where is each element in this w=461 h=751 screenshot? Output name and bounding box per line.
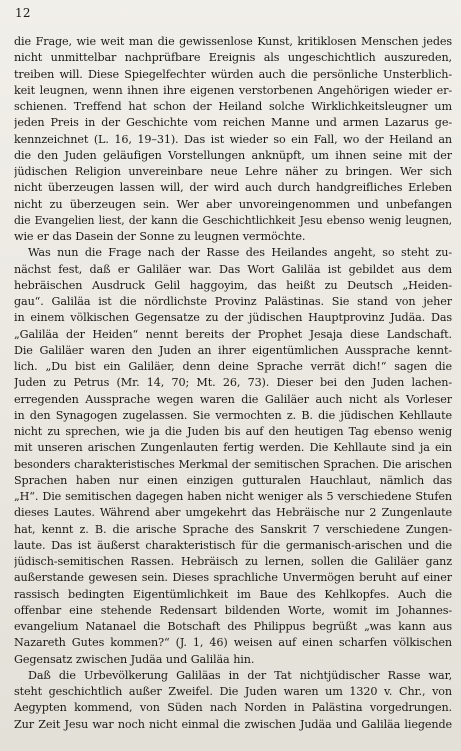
text-line: hat, kennt z. B. die arische Sprache des Sanskrit 7 verschiedene Zungen-: [14, 522, 452, 536]
text-line: jeden Preis in der Geschichte vom reichen Manne und armen Lazarus ge-: [14, 116, 452, 130]
text-line: nächst fest, daß er Galiläer war. Das Wort Galiläa ist gebildet aus dem: [14, 262, 452, 276]
text-line: außerstande gewesen sein. Dieses sprachliche Unvermögen beruht auf einer: [14, 571, 452, 585]
text-line: laute. Das ist äußerst charakteristisch für die germanisch-arischen und die: [14, 538, 452, 552]
text-line: wie er das Dasein der Sonne zu leugnen vermöchte.: [14, 230, 306, 243]
text-line: erregenden Aussprache wegen waren die Galiläer auch nicht als Vorleser: [14, 392, 452, 406]
text-line: Zur Zeit Jesu war noch nicht einmal die zwischen Judäa und Galiläa liegende: [14, 717, 452, 731]
text-line: Sprachen haben nur einen einzigen gutturalen Hauchlaut, nämlich das: [14, 473, 452, 487]
text-line: nicht zu sprechen, wie ja die Juden bis auf den heutigen Tag ebenso wenig: [14, 425, 452, 438]
text-line: Gegensatz zwischen Judäa und Galiläa hin.: [14, 652, 255, 666]
text-line: jüdisch-semitischen Rassen. Hebräisch zu lernen, sollen die Galiläer ganz: [14, 555, 452, 568]
text-line: Daß die Urbevölkerung Galiläas in der Tat nichtjüdischer Rasse war,: [28, 668, 452, 682]
text-line: lich. „Du bist ein Galiläer, denn deine Sprache verrät dich!“ sagen die: [14, 360, 452, 373]
text-line: nicht zu überzeugen sein. Wer aber unvoreingenommen und unbefangen: [14, 197, 452, 211]
text-line: jüdischen Religion unvereinbare neue Lehre näher zu bringen. Wer sich: [14, 165, 452, 178]
text-line: nicht unmittelbar nachprüfbare Ereignis als ungeschichtlich auszureden,: [14, 51, 452, 65]
text-line: Juden zu Petrus (Mr. 14, 70; Mt. 26, 73). Dieser bei den Juden lachen-: [14, 376, 452, 390]
text-line: besonders charakteristisches Merkmal der semitischen Sprachen. Die arischen: [14, 457, 452, 471]
text-line: hebräischen Ausdruck Gelil haggoyim, das heißt zu Deutsch „Heiden-: [14, 278, 452, 292]
text-line: Aegypten kommend, von Süden nach Norden in Palästina vorgedrungen.: [14, 701, 452, 715]
page-number: 12: [15, 6, 31, 20]
text-line: in den Synagogen zugelassen. Sie vermochten z. B. die jüdischen Kehllaute: [14, 408, 452, 422]
text-line: die den Juden geläufigen Vorstellungen anknüpft, um ihnen seine mit der: [14, 148, 452, 162]
text-line: die Frage, wie weit man die gewissenlose Kunst, kritiklosen Menschen jedes: [14, 35, 452, 48]
text-line: Nazareth Gutes kommen?“ (J. 1, 46) weisen auf einen scharfen völkischen: [14, 636, 452, 650]
text-line: schienen. Treffend hat schon der Heiland solche Wirklichkeitsleugner um: [14, 100, 452, 113]
text-line: keit leugnen, wenn ihnen ihre eigenen verstorbenen Angehörigen wieder er-: [14, 83, 452, 97]
text-line: treiben will. Diese Spiegelfechter würden auch die persönliche Unsterblich-: [14, 67, 452, 81]
text-line: in einem völkischen Gegensatze zu der jüdischen Hauptprovinz Judäa. Das: [14, 311, 452, 325]
text-line: gau“. Galiläa ist die nördlichste Provinz Palästinas. Sie stand von jeher: [14, 295, 452, 308]
text-line: evangelium Natanael die Botschaft des Philippus begrüßt „was kann aus: [14, 620, 452, 633]
text-line: mit unseren arischen Zungenlauten fertig werden. Die Kehllaute sind ja ein: [14, 441, 452, 455]
text-line: nicht überzeugen lassen will, der wird auch durch handgreifliches Erleben: [14, 181, 452, 195]
text-line: „H“. Die semitischen dagegen haben nicht weniger als 5 verschiedene Stufen: [14, 490, 452, 503]
text-line: offenbar eine stehende Redensart bildenden Worte, womit im Johannes-: [14, 603, 452, 617]
text-line: steht geschichtlich außer Zweifel. Die Juden waren um 1320 v. Chr., von: [14, 685, 452, 698]
text-line: die Evangelien liest, der kann die Geschichtlichkeit Jesu ebenso wenig leugnen,: [14, 213, 452, 227]
body-text: [14, 34, 452, 733]
text-line: Die Galiläer waren den Juden an ihrer eigentümlichen Aussprache kennt-: [14, 343, 452, 357]
text-line: rassisch bedingten Eigentümlichkeit im Baue des Kehlkopfes. Auch die: [14, 587, 452, 601]
text-line: kennzeichnet (L. 16, 19–31). Das ist wieder so ein Fall, wo der Heiland an: [14, 132, 452, 146]
text-line: dieses Lautes. Während aber umgekehrt das Hebräische nur 2 Zungenlaute: [14, 506, 452, 520]
text-line: „Galiläa der Heiden“ nennt bereits der Prophet Jesaja diese Landschaft.: [14, 327, 452, 341]
text-line: Was nun die Frage nach der Rasse des Heilandes angeht, so steht zu-: [28, 246, 452, 260]
